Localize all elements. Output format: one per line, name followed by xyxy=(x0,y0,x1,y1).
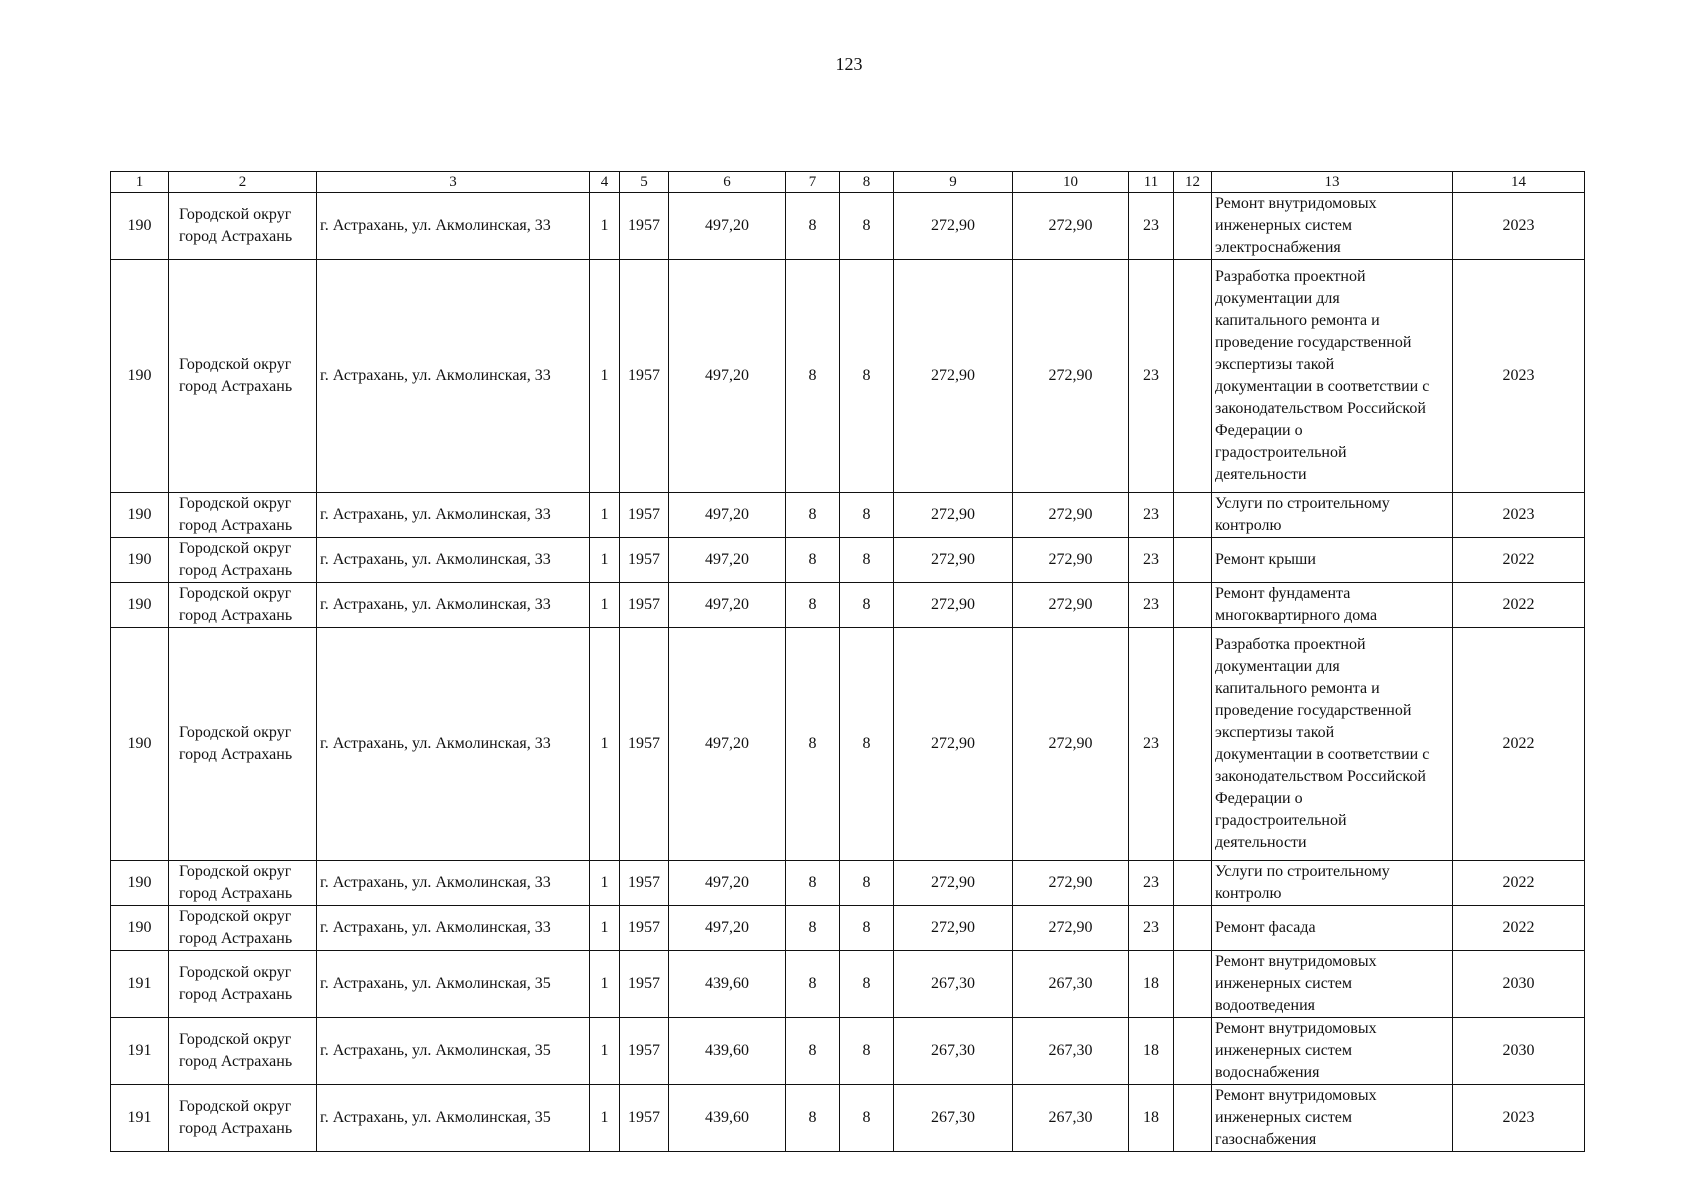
municipality-line: Городской округ xyxy=(179,908,292,925)
total-area-cell: 439,60 xyxy=(669,951,786,1018)
address-cell: г. Астрахань, ул. Акмолинская, 35 xyxy=(317,951,590,1018)
work-type-line: проведение государственной xyxy=(1215,702,1412,719)
address-cell: г. Астрахань, ул. Акмолинская, 33 xyxy=(317,260,590,493)
cell-col7: 8 xyxy=(786,493,840,538)
municipality-line: город Астрахань xyxy=(179,378,293,395)
address-cell: г. Астрахань, ул. Акмолинская, 35 xyxy=(317,1018,590,1085)
column-number: 7 xyxy=(786,172,840,193)
table-row xyxy=(111,861,1585,906)
column-number: 5 xyxy=(620,172,669,193)
cell-col8: 8 xyxy=(840,538,894,583)
work-type-line: водоснабжения xyxy=(1215,1064,1320,1081)
work-type-line: документации в соответствии с xyxy=(1215,378,1430,395)
table-row xyxy=(111,906,1585,951)
cell-col4: 1 xyxy=(590,260,620,493)
row-number: 191 xyxy=(111,1018,169,1085)
work-type-cell xyxy=(1212,951,1453,1018)
year-cell: 2023 xyxy=(1453,1085,1585,1152)
total-area-cell: 439,60 xyxy=(669,1018,786,1085)
work-type-line: градостроительной xyxy=(1215,812,1347,829)
cell-col7: 8 xyxy=(786,583,840,628)
table-row xyxy=(111,628,1585,861)
area-cell-col9: 272,90 xyxy=(894,260,1013,493)
cell-col7: 8 xyxy=(786,1085,840,1152)
municipality-line: город Астрахань xyxy=(179,885,293,902)
year-cell: 2022 xyxy=(1453,861,1585,906)
cell-col12 xyxy=(1174,1085,1212,1152)
work-type-line: Разработка проектной xyxy=(1215,268,1366,285)
municipality-line: Городской округ xyxy=(179,356,292,373)
work-type-line: градостроительной xyxy=(1215,444,1347,461)
municipality-cell xyxy=(169,951,317,1018)
column-number: 12 xyxy=(1174,172,1212,193)
cell-col12 xyxy=(1174,951,1212,1018)
row-number: 191 xyxy=(111,1085,169,1152)
work-type-line: документации в соответствии с xyxy=(1215,746,1430,763)
year-cell: 2022 xyxy=(1453,583,1585,628)
year-cell: 2023 xyxy=(1453,260,1585,493)
work-type-cell xyxy=(1212,628,1453,861)
table-row xyxy=(111,260,1585,493)
work-type-line: Ремонт фасада xyxy=(1215,919,1316,936)
build-year-cell: 1957 xyxy=(620,1018,669,1085)
total-area-cell: 497,20 xyxy=(669,538,786,583)
total-area-cell: 439,60 xyxy=(669,1085,786,1152)
municipality-line: город Астрахань xyxy=(179,1120,293,1137)
year-cell: 2030 xyxy=(1453,951,1585,1018)
column-number: 6 xyxy=(669,172,786,193)
total-area-cell: 497,20 xyxy=(669,193,786,260)
cell-col8: 8 xyxy=(840,1085,894,1152)
cell-col12 xyxy=(1174,193,1212,260)
cell-col7: 8 xyxy=(786,538,840,583)
municipality-cell xyxy=(169,193,317,260)
municipality-cell xyxy=(169,906,317,951)
year-cell: 2030 xyxy=(1453,1018,1585,1085)
residents-cell: 23 xyxy=(1129,906,1174,951)
table-row xyxy=(111,1085,1585,1152)
build-year-cell: 1957 xyxy=(620,1085,669,1152)
year-cell: 2023 xyxy=(1453,193,1585,260)
address-cell: г. Астрахань, ул. Акмолинская, 33 xyxy=(317,193,590,260)
work-type-line: законодательством Российской xyxy=(1215,400,1426,417)
work-type-line: Услуги по строительному xyxy=(1215,863,1390,880)
column-number: 4 xyxy=(590,172,620,193)
row-number: 190 xyxy=(111,193,169,260)
work-type-line: Ремонт внутридомовых xyxy=(1215,195,1377,212)
area-cell-col10: 272,90 xyxy=(1013,538,1129,583)
row-number: 190 xyxy=(111,583,169,628)
cell-col7: 8 xyxy=(786,193,840,260)
table-row xyxy=(111,583,1585,628)
page-number: 123 xyxy=(835,54,863,74)
column-number: 11 xyxy=(1129,172,1174,193)
row-number: 190 xyxy=(111,906,169,951)
address-cell: г. Астрахань, ул. Акмолинская, 33 xyxy=(317,628,590,861)
cell-col8: 8 xyxy=(840,861,894,906)
column-number-row xyxy=(111,172,1585,193)
residents-cell: 23 xyxy=(1129,193,1174,260)
area-cell-col10: 272,90 xyxy=(1013,260,1129,493)
cell-col4: 1 xyxy=(590,628,620,861)
municipality-line: Городской округ xyxy=(179,540,292,557)
column-number: 2 xyxy=(169,172,317,193)
cell-col4: 1 xyxy=(590,538,620,583)
municipality-line: Городской округ xyxy=(179,863,292,880)
build-year-cell: 1957 xyxy=(620,861,669,906)
area-cell-col9: 267,30 xyxy=(894,1018,1013,1085)
municipality-line: город Астрахань xyxy=(179,1053,293,1070)
municipality-line: город Астрахань xyxy=(179,986,293,1003)
area-cell-col9: 272,90 xyxy=(894,861,1013,906)
column-number: 13 xyxy=(1212,172,1453,193)
column-number: 14 xyxy=(1453,172,1585,193)
area-cell-col10: 267,30 xyxy=(1013,1085,1129,1152)
area-cell-col9: 267,30 xyxy=(894,1085,1013,1152)
cell-col12 xyxy=(1174,861,1212,906)
cell-col8: 8 xyxy=(840,1018,894,1085)
municipality-line: город Астрахань xyxy=(179,930,293,947)
area-cell-col10: 267,30 xyxy=(1013,1018,1129,1085)
work-type-cell xyxy=(1212,538,1453,583)
column-number: 1 xyxy=(111,172,169,193)
municipality-line: город Астрахань xyxy=(179,746,293,763)
area-cell-col9: 267,30 xyxy=(894,951,1013,1018)
work-type-line: контролю xyxy=(1215,885,1282,902)
work-type-line: Ремонт фундамента xyxy=(1215,585,1351,602)
cell-col7: 8 xyxy=(786,260,840,493)
residents-cell: 23 xyxy=(1129,628,1174,861)
work-type-line: электроснабжения xyxy=(1215,239,1341,256)
total-area-cell: 497,20 xyxy=(669,861,786,906)
total-area-cell: 497,20 xyxy=(669,906,786,951)
year-cell: 2022 xyxy=(1453,538,1585,583)
cell-col4: 1 xyxy=(590,951,620,1018)
cell-col7: 8 xyxy=(786,951,840,1018)
work-type-line: Ремонт внутридомовых xyxy=(1215,953,1377,970)
cell-col4: 1 xyxy=(590,1085,620,1152)
cell-col7: 8 xyxy=(786,906,840,951)
municipality-line: Городской округ xyxy=(179,1098,292,1115)
work-type-line: Федерации о xyxy=(1215,422,1303,439)
municipality-cell xyxy=(169,538,317,583)
municipality-cell xyxy=(169,493,317,538)
address-cell: г. Астрахань, ул. Акмолинская, 33 xyxy=(317,861,590,906)
row-number: 190 xyxy=(111,260,169,493)
work-type-cell xyxy=(1212,1085,1453,1152)
residents-cell: 23 xyxy=(1129,260,1174,493)
municipality-cell xyxy=(169,861,317,906)
work-type-line: капитального ремонта и xyxy=(1215,680,1380,697)
work-type-line: многоквартирного дома xyxy=(1215,607,1378,624)
cell-col12 xyxy=(1174,628,1212,861)
work-type-line: Федерации о xyxy=(1215,790,1303,807)
residents-cell: 23 xyxy=(1129,861,1174,906)
work-type-line: экспертизы такой xyxy=(1215,356,1335,373)
municipality-line: город Астрахань xyxy=(179,517,293,534)
address-cell: г. Астрахань, ул. Акмолинская, 33 xyxy=(317,493,590,538)
work-type-line: Ремонт внутридомовых xyxy=(1215,1020,1377,1037)
area-cell-col9: 272,90 xyxy=(894,193,1013,260)
work-type-cell xyxy=(1212,861,1453,906)
cell-col8: 8 xyxy=(840,951,894,1018)
work-type-line: экспертизы такой xyxy=(1215,724,1335,741)
build-year-cell: 1957 xyxy=(620,538,669,583)
municipality-cell xyxy=(169,1085,317,1152)
area-cell-col10: 272,90 xyxy=(1013,861,1129,906)
municipality-line: Городской округ xyxy=(179,585,292,602)
work-type-line: Ремонт крыши xyxy=(1215,551,1316,568)
area-cell-col10: 272,90 xyxy=(1013,493,1129,538)
work-type-cell xyxy=(1212,193,1453,260)
municipality-cell xyxy=(169,628,317,861)
table-row xyxy=(111,193,1585,260)
cell-col4: 1 xyxy=(590,861,620,906)
cell-col8: 8 xyxy=(840,628,894,861)
municipality-line: город Астрахань xyxy=(179,562,293,579)
row-number: 190 xyxy=(111,493,169,538)
work-type-cell xyxy=(1212,906,1453,951)
cell-col4: 1 xyxy=(590,193,620,260)
cell-col12 xyxy=(1174,583,1212,628)
work-type-line: Ремонт внутридомовых xyxy=(1215,1087,1377,1104)
build-year-cell: 1957 xyxy=(620,493,669,538)
year-cell: 2022 xyxy=(1453,628,1585,861)
municipality-line: Городской округ xyxy=(179,495,292,512)
build-year-cell: 1957 xyxy=(620,951,669,1018)
municipality-cell xyxy=(169,583,317,628)
cell-col12 xyxy=(1174,260,1212,493)
municipality-cell xyxy=(169,1018,317,1085)
total-area-cell: 497,20 xyxy=(669,493,786,538)
cell-col4: 1 xyxy=(590,583,620,628)
build-year-cell: 1957 xyxy=(620,193,669,260)
municipality-line: город Астрахань xyxy=(179,607,293,624)
work-type-cell xyxy=(1212,260,1453,493)
municipality-line: город Астрахань xyxy=(179,228,293,245)
cell-col12 xyxy=(1174,493,1212,538)
cell-col4: 1 xyxy=(590,906,620,951)
year-cell: 2023 xyxy=(1453,493,1585,538)
work-type-line: деятельности xyxy=(1215,834,1307,851)
year-cell: 2022 xyxy=(1453,906,1585,951)
build-year-cell: 1957 xyxy=(620,906,669,951)
residents-cell: 23 xyxy=(1129,583,1174,628)
column-number: 8 xyxy=(840,172,894,193)
work-type-line: документации для xyxy=(1215,658,1340,675)
row-number: 190 xyxy=(111,538,169,583)
residents-cell: 23 xyxy=(1129,538,1174,583)
work-type-line: деятельности xyxy=(1215,466,1307,483)
work-type-line: документации для xyxy=(1215,290,1340,307)
address-cell: г. Астрахань, ул. Акмолинская, 35 xyxy=(317,1085,590,1152)
work-type-cell xyxy=(1212,1018,1453,1085)
area-cell-col10: 272,90 xyxy=(1013,628,1129,861)
address-cell: г. Астрахань, ул. Акмолинская, 33 xyxy=(317,906,590,951)
table-row xyxy=(111,1018,1585,1085)
cell-col12 xyxy=(1174,1018,1212,1085)
address-cell: г. Астрахань, ул. Акмолинская, 33 xyxy=(317,583,590,628)
area-cell-col9: 272,90 xyxy=(894,493,1013,538)
residents-cell: 18 xyxy=(1129,1018,1174,1085)
total-area-cell: 497,20 xyxy=(669,628,786,861)
cell-col4: 1 xyxy=(590,1018,620,1085)
work-type-cell xyxy=(1212,583,1453,628)
area-cell-col10: 272,90 xyxy=(1013,193,1129,260)
column-number: 3 xyxy=(317,172,590,193)
row-number: 190 xyxy=(111,861,169,906)
cell-col7: 8 xyxy=(786,861,840,906)
cell-col8: 8 xyxy=(840,193,894,260)
residents-cell: 18 xyxy=(1129,1085,1174,1152)
work-type-line: контролю xyxy=(1215,517,1282,534)
work-type-line: инженерных систем xyxy=(1215,1042,1353,1059)
work-type-line: инженерных систем xyxy=(1215,975,1353,992)
work-type-line: законодательством Российской xyxy=(1215,768,1426,785)
area-cell-col9: 272,90 xyxy=(894,583,1013,628)
cell-col7: 8 xyxy=(786,1018,840,1085)
work-type-line: инженерных систем xyxy=(1215,1109,1353,1126)
cell-col8: 8 xyxy=(840,906,894,951)
work-type-cell xyxy=(1212,493,1453,538)
work-type-line: Разработка проектной xyxy=(1215,636,1366,653)
total-area-cell: 497,20 xyxy=(669,583,786,628)
table-row xyxy=(111,493,1585,538)
cell-col12 xyxy=(1174,906,1212,951)
cell-col8: 8 xyxy=(840,583,894,628)
area-cell-col9: 272,90 xyxy=(894,538,1013,583)
row-number: 190 xyxy=(111,628,169,861)
build-year-cell: 1957 xyxy=(620,628,669,861)
area-cell-col9: 272,90 xyxy=(894,628,1013,861)
column-number: 10 xyxy=(1013,172,1129,193)
municipality-line: Городской округ xyxy=(179,724,292,741)
build-year-cell: 1957 xyxy=(620,260,669,493)
municipality-line: Городской округ xyxy=(179,206,292,223)
repair-program-table xyxy=(110,171,1585,1152)
area-cell-col10: 267,30 xyxy=(1013,951,1129,1018)
residents-cell: 18 xyxy=(1129,951,1174,1018)
cell-col4: 1 xyxy=(590,493,620,538)
residents-cell: 23 xyxy=(1129,493,1174,538)
municipality-cell xyxy=(169,260,317,493)
table-row xyxy=(111,538,1585,583)
work-type-line: Услуги по строительному xyxy=(1215,495,1390,512)
area-cell-col9: 272,90 xyxy=(894,906,1013,951)
work-type-line: инженерных систем xyxy=(1215,217,1353,234)
cell-col7: 8 xyxy=(786,628,840,861)
cell-col12 xyxy=(1174,538,1212,583)
work-type-line: капитального ремонта и xyxy=(1215,312,1380,329)
build-year-cell: 1957 xyxy=(620,583,669,628)
cell-col8: 8 xyxy=(840,260,894,493)
address-cell: г. Астрахань, ул. Акмолинская, 33 xyxy=(317,538,590,583)
work-type-line: газоснабжения xyxy=(1215,1131,1317,1148)
column-number: 9 xyxy=(894,172,1013,193)
table-row xyxy=(111,951,1585,1018)
work-type-line: проведение государственной xyxy=(1215,334,1412,351)
municipality-line: Городской округ xyxy=(179,1031,292,1048)
cell-col8: 8 xyxy=(840,493,894,538)
area-cell-col10: 272,90 xyxy=(1013,583,1129,628)
municipality-line: Городской округ xyxy=(179,964,292,981)
area-cell-col10: 272,90 xyxy=(1013,906,1129,951)
total-area-cell: 497,20 xyxy=(669,260,786,493)
work-type-line: водоотведения xyxy=(1215,997,1315,1014)
row-number: 191 xyxy=(111,951,169,1018)
